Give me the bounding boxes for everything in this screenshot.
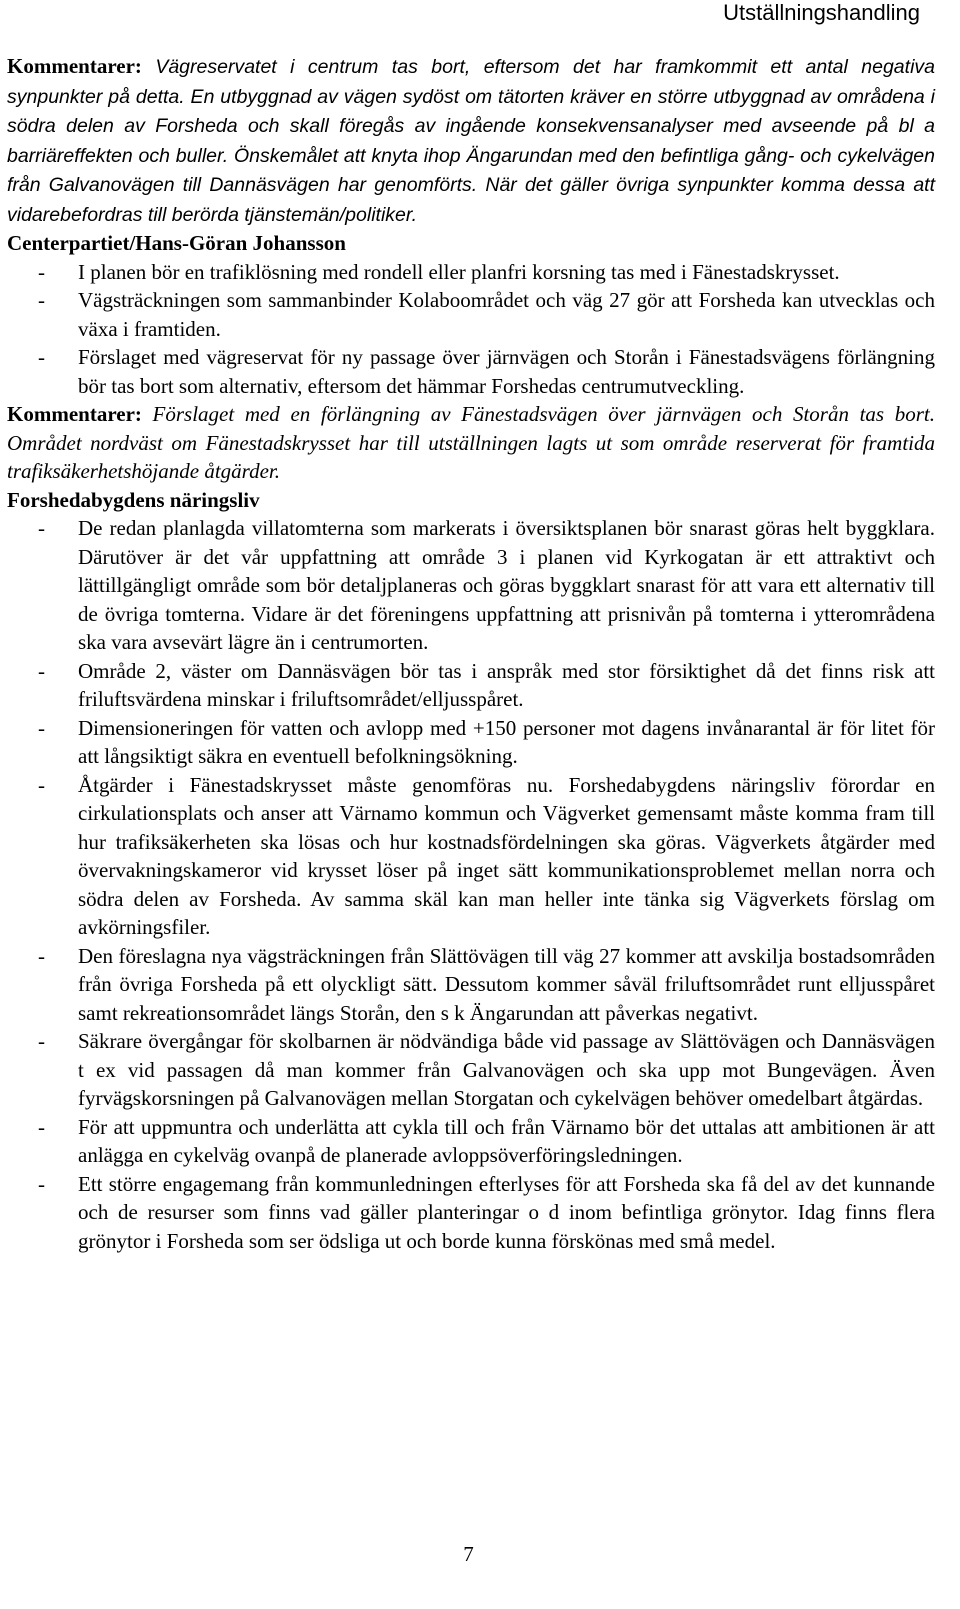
list-item: - Den föreslagna nya vägsträckningen från Slättövägen till väg 27 kommer att avskilja bostadsområden från övriga Forsheda på ett olyckligt sätt. Dessutom kommer såväl friluftsområdet runt elljusspåret samt rekreationsområdet längs Storån, den s k Ängarundan att påverkas negativt. (38, 943, 935, 1025)
list-item: - Vägsträckningen som sammanbinder Kolaboområdet och väg 27 gör att Forsheda kan utvecklas och växa i framtiden. (38, 288, 935, 341)
list-item: - I planen bör en trafiklösning med rondell eller planfri korsning tas med i Fänestadskrysset. (38, 259, 840, 284)
list-item: - De redan planlagda villatomterna som markerats i översiktsplanen bör snarast göras helt byggklara. Därutöver är det vår uppfattning att område 3 i planen vid Kyrkogatan är ett attraktivt och lättillgängligt område som bör detaljplaneras och göras byggklart snarast för att vara ett alternativ till de övriga tomterna. Vidare är det föreningens uppfattning att prisnivån på tomterna i ytterområdena ska vara avsevärt lägre än i centrumorten. (38, 516, 935, 654)
page-header: Utställningshandling (723, 0, 920, 25)
section-heading-centerpartiet: Centerpartiet/Hans-Göran Johansson (7, 231, 346, 255)
list-item: - Dimensioneringen för vatten och avlopp med +150 personer mot dagens invånarantal är för litet för att långsiktigt säkra en eventuell befolkningsökning. (38, 715, 935, 768)
list-item: - Område 2, väster om Dannäsvägen bör tas i anspråk med stor försiktighet då det finns risk att friluftsvärdena minskar i friluftsområdet/elljusspåret. (38, 658, 935, 711)
comment-label: Kommentarer: (7, 402, 142, 426)
section-heading-naringsliv: Forshedabygdens näringsliv (7, 487, 260, 512)
list-item: - För att uppmuntra och underlätta att cykla till och från Värnamo bör det uttalas att ambitionen är att anlägga en cykelväg ovanpå de planerade avloppsöverföringsledningen. (38, 1114, 935, 1167)
comment-text: Förslaget med en förlängning av Fänestadsvägen över järnvägen och Storån tas bort. Området nordväst om Fänestadskrysset har till utställningen lagts ut som område reserverat för framtida trafiksäkerhetshöjande åtgärder. (7, 402, 935, 483)
comment-paragraph-1 (7, 52, 935, 229)
comment-label: Kommentarer: (7, 54, 142, 78)
page-number: 7 (463, 1542, 474, 1566)
list-item: - Förslaget med vägreservat för ny passage över järnvägen och Storån i Fänestadsvägens förlängning bör tas bort som alternativ, eftersom det hämmar Forshedas centrumutveckling. (38, 345, 935, 398)
list-item: - Åtgärder i Fänestadskrysset måste genomföras nu. Forshedabygdens näringsliv förordar en cirkulationsplats och anser att Värnamo kommun och Vägverket gemensamt måste komma fram till hur trafiksäkerheten ska lösas och hur kostnadsfördelningen ska göras. Vägverkets åtgärder med övervakningskameror vid krysset löser på inget sätt kommunikationsproblemet mellan norra och södra delen av Forsheda. Av samma skäl kan man heller inte tänka sig Vägverkets förslag om avkörningsfiler. (38, 772, 935, 939)
document-body (7, 52, 935, 1255)
list-item: - Säkrare övergångar för skolbarnen är nödvändiga både vid passage av Slättövägen och Dannäsvägen t ex vid passagen då man kommer från Galvanovägen och ska upp mot Bungevägen. Även fyrvägskorsningen på Galvanovägen mellan Storgatan och cykelvägen behöver omedelbart åtgärdas. (38, 1029, 935, 1110)
bullet-list-centerpartiet (7, 258, 935, 401)
comment-text: Vägreservatet i centrum tas bort, eftersom det har framkommit ett antal negativa synpunkter på detta. En utbyggnad av vägen sydöst om tätorten kräver en större utbyggnad av områdena i södra delen av Forsheda och skall föregås av ingående konsekvensanalyser med avseende på bl a barriäreffekten och buller. Önskemålet att knyta ihop Ängarundan med den befintliga gång- och cykelvägen från Galvanovägen till Dannäsvägen har genomförts. När det gäller övriga synpunkter komma dessa att vidarebefordras till berörda tjänstemän/politiker. (7, 56, 935, 226)
list-item: - Ett större engagemang från kommunledningen efterlyses för att Forsheda ska få del av det kunnande och de resurser som finns vad gäller planteringar o d inom befintliga grönytor. Idag finns flera grönytor i Forsheda som ser ödsliga ut och borde kunna förskönas med små medel. (38, 1171, 935, 1253)
bullet-list-naringsliv (7, 514, 935, 1255)
comment-paragraph-2 (7, 400, 935, 486)
